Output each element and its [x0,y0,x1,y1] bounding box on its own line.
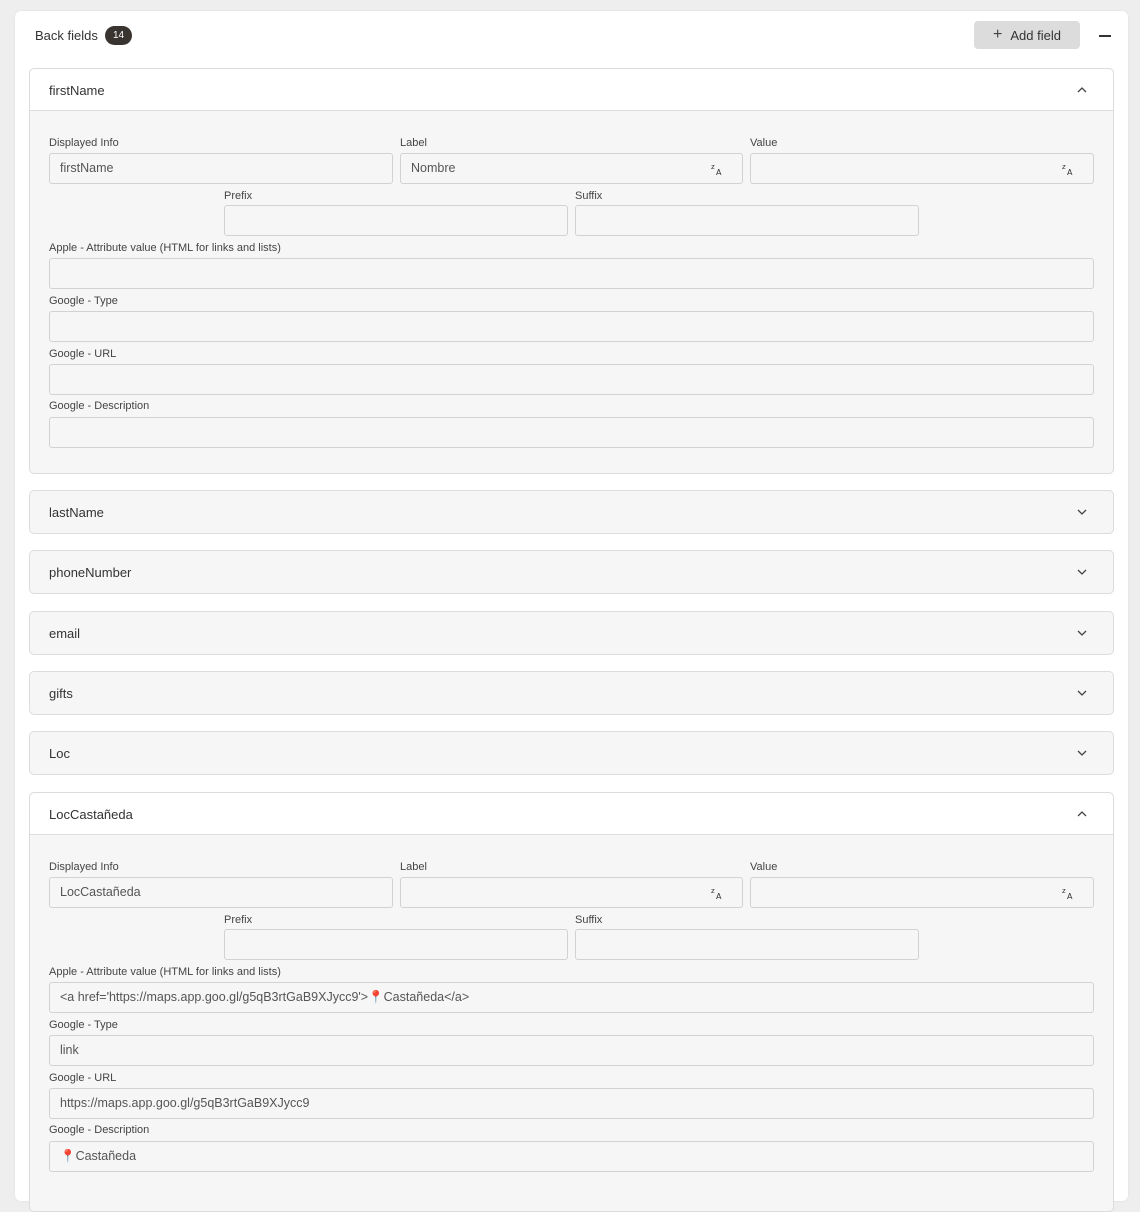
svg-text:z: z [711,887,715,895]
apple-attribute-input[interactable]: <a href='https://maps.app.goo.gl/g5qB3rtGaB9XJycc9'>📍Castañeda</a> [49,982,1094,1013]
svg-text:z: z [1062,163,1066,171]
field-name: lastName [49,505,104,520]
prefix-input[interactable] [224,929,568,960]
field-count-badge: 14 [105,26,132,45]
suffix-label: Suffix [575,190,603,202]
prefix-label: Prefix [224,914,253,926]
field-block-LocCastaneda [29,792,1114,1212]
field-header-Loc[interactable] [30,732,1113,774]
chevron-down-icon[interactable] [1077,628,1087,638]
prefix-input[interactable] [224,205,568,236]
field-block-Loc [29,731,1114,775]
suffix-label: Suffix [575,914,603,926]
translate-icon[interactable] [1062,886,1076,900]
chevron-down-icon[interactable] [1077,567,1087,577]
label-input-value: Nombre [411,161,456,175]
add-field-label: Add field [1010,27,1061,43]
svg-text:A: A [1067,168,1073,176]
field-block-lastName [29,490,1114,534]
suffix-input[interactable] [575,205,919,236]
field-name: Loc [49,746,70,761]
field-header-lastName[interactable] [30,491,1113,533]
value-input[interactable] [750,877,1094,908]
google-description-label: Google - Description [49,400,150,412]
field-header-phoneNumber[interactable] [30,551,1113,593]
svg-text:A: A [716,892,722,900]
value-input[interactable] [750,153,1094,184]
google-type-input[interactable] [49,311,1094,342]
field-header-email[interactable] [30,612,1113,654]
chevron-down-icon[interactable] [1077,507,1087,517]
google-description-label: Google - Description [49,1124,150,1136]
chevron-up-icon[interactable] [1077,85,1087,95]
chevron-up-icon[interactable] [1077,809,1087,819]
displayed-info-label: Displayed Info [49,861,119,873]
apple-attribute-label: Apple - Attribute value (HTML for links and lists) [49,242,281,254]
label-label: Label [400,861,427,873]
svg-text:A: A [1067,892,1073,900]
svg-text:A: A [716,168,722,176]
google-url-input[interactable] [49,364,1094,395]
value-label: Value [750,137,778,149]
translate-icon[interactable] [1062,162,1076,176]
svg-text:z: z [1062,887,1066,895]
add-field-button[interactable] [974,21,1080,49]
displayed-info-input[interactable]: LocCastañeda [49,877,393,908]
field-block-email [29,611,1114,655]
field-name: gifts [49,686,73,701]
svg-text:z: z [711,163,715,171]
apple-attribute-label: Apple - Attribute value (HTML for links and lists) [49,966,281,978]
field-name: LocCastañeda [49,807,133,822]
field-name: email [49,626,81,641]
apple-attribute-input[interactable] [49,258,1094,289]
label-input[interactable] [400,877,743,908]
google-type-label: Google - Type [49,295,118,307]
plus-icon: + [993,26,1003,43]
suffix-input[interactable] [575,929,919,960]
label-label: Label [400,137,427,149]
panel-title: Back fields [35,28,98,43]
prefix-label: Prefix [224,190,253,202]
displayed-info-input[interactable]: firstName [49,153,393,184]
displayed-info-label: Displayed Info [49,137,119,149]
google-url-input[interactable]: https://maps.app.goo.gl/g5qB3rtGaB9XJycc9 [49,1088,1094,1119]
translate-icon[interactable] [711,162,725,176]
field-header-gifts[interactable] [30,672,1113,714]
field-block-firstName [29,68,1114,474]
google-url-label: Google - URL [49,1072,117,1084]
chevron-down-icon[interactable] [1077,688,1087,698]
field-header-LocCastaneda[interactable] [30,793,1113,835]
value-label: Value [750,861,778,873]
field-block-gifts [29,671,1114,715]
translate-icon[interactable] [711,886,725,900]
field-name: firstName [49,83,105,98]
google-url-label: Google - URL [49,348,117,360]
google-type-input[interactable]: link [49,1035,1094,1066]
google-description-input[interactable]: 📍Castañeda [49,1141,1094,1172]
collapse-panel-button[interactable] [1095,27,1115,43]
field-block-phoneNumber [29,550,1114,594]
google-type-label: Google - Type [49,1019,118,1031]
chevron-down-icon[interactable] [1077,748,1087,758]
field-name: phoneNumber [49,565,132,580]
label-input[interactable] [400,153,743,184]
back-fields-panel [15,11,1128,1201]
google-description-input[interactable] [49,417,1094,448]
panel-header [15,11,1128,59]
field-header-firstName[interactable] [30,69,1113,111]
